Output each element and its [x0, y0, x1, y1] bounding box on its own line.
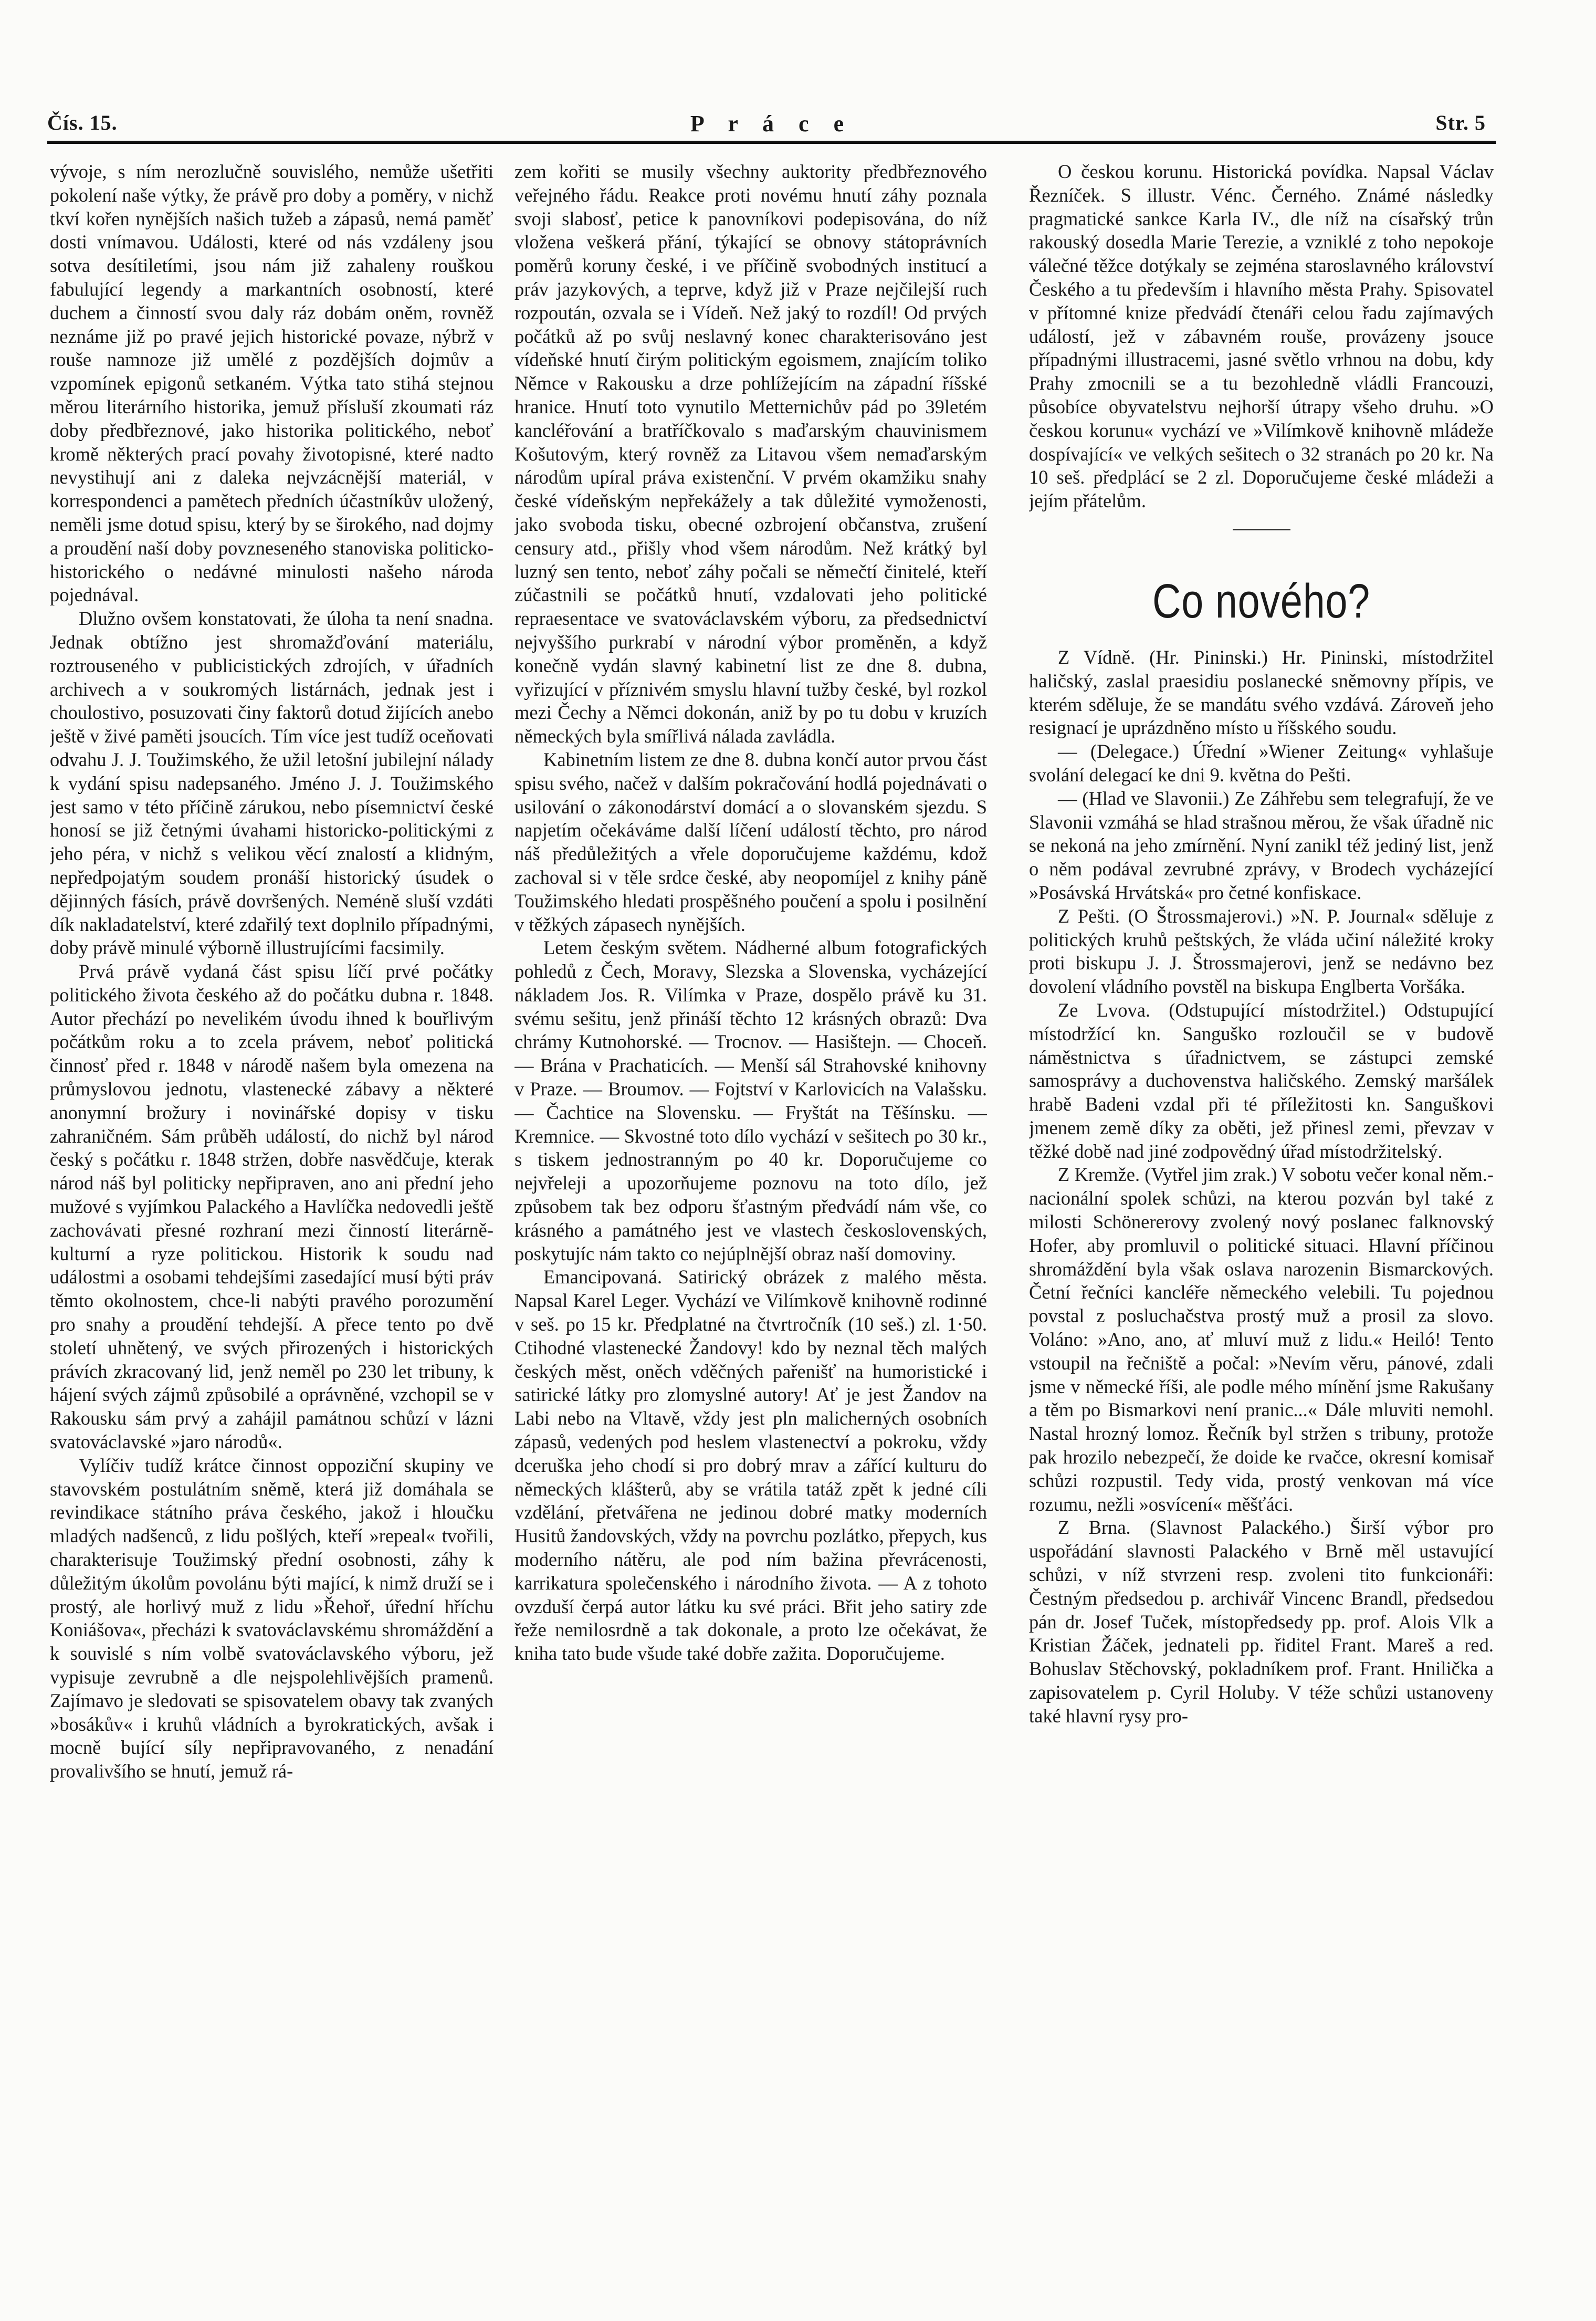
news-item-lvov: Ze Lvova. (Odstupující místodržitel.) Odstupující místodržící kn. Sanguško rozloučil se v budově náměstnictva s úřadnictvem, se zástupci zemské samosprávy a duchovenstva haličského. Zemský maršálek hrabě Badeni vzdal při té příležitosti kn. Sanguškovi jmenem země díky za oběti, jež přinesl zemi, převzav v těžké době nad jiné zodpovědný úřad místodržitelský.: [1029, 999, 1494, 1162]
col1-paragraph: Dlužno ovšem konstatovati, že úloha ta není snadna. Jednak obtížno jest shromažďování materiálu, roztrouseného v publicistických zdrojích, v úřadních archivech a v soukromých listárnách, jednak jest i choulostivo, posuzovati činy faktorů dotud žijících anebo ještě v živé paměti jsoucích. Tím více jest tudíž oceňovati odvahu J. J. Toužimského, že užil letošní jubilejní nálady k vydání spisu nadepsaného. Jméno J. J. Toužimského jest samo v této příčině zárukou, nebo písemnictví české honosí se již četnými úvahami historicko-politickými z jeho péra, v nichž s velikou věcí znalostí a klidným, nepředpojatým soudem pronáší historický úsudek o dějinných fásích, právě dovršených. Neméně sluší vzdáti dík nakladatelství, které zdařilý text doplnilo případnými, doby právě minulé výborně illustrujícími facsimily.: [50, 608, 494, 959]
col1-paragraph: Prvá právě vydaná část spisu líčí prvé počátky politického života českého až do počátku dubna r. 1848. Autor přechází po nevelikém úvodu ihned k bouřlivým počátkům roku a to zcela právem, neboť politická činnosť před r. 1848 v národě našem byla omezena na průmyslovou jednotu, vlastenecké zábavy a některé anonymní brožury i novinářské dopisy v tisku zahraničném. Sám průběh událostí, do nichž byl národ český s počátku r. 1848 stržen, dobře nasvědčuje, kterak národ náš byl politicky nepřipraven, ano ani přední jeho mužové s vyjímkou Palackého a Havlíčka nedovedli ještě zachovávati přesné rozhraní mezi činností literárně-kulturní a ryze politickou. Historik k soudu nad událostmi a osobami tehdejšími zasedající musí býti práv těmto okolnostem, chce-li nabýti pravého porozumění pro snahy a proudění tehdejší. A přece tento po dvě století uhnětený, ve svých přirozených i historických právích zkracovaný lid, jenž neměl po 230 let tribuny, k hájení svých zájmů způsobilé a oprávněné, vzchopil se v Rakousku sám prvý a zahájil památnou schůzí v lázni svatováclavské »jaro národů«.: [50, 960, 494, 1453]
news-item-delegations: — (Delegace.) Úřední »Wiener Zeitung« vyhlašuje svolání delegací ke dni 9. května do Pešti.: [1029, 740, 1494, 786]
section-title: Co nového?: [1152, 574, 1371, 628]
news-item-vienna: Z Vídně. (Hr. Pininski.) Hr. Pininski, místodržitel haličský, zaslal praesidiu poslanecké sněmovny přípis, ve kterém sděluje, že se mandátu svého vzdává. Zároveň jeho resignací je uprázdněno místo u říšského soudu.: [1029, 646, 1494, 739]
news-item-slavonia: — (Hlad ve Slavonii.) Ze Záhřebu sem telegrafují, že ve Slavonii vzmáhá se hlad strašnou měrou, že však úřadně nic se nekoná na jeho zmírnění. Nyní zanikl též jediný list, jenž o něm podával zevrubné zprávy, v Brodech vycházející »Posávská Hrvátská« pro četné konfiskace.: [1029, 787, 1494, 903]
header-rule: [47, 141, 1496, 144]
page-number: Str. 5: [1435, 111, 1486, 134]
section-divider: [1233, 529, 1290, 530]
column-2: [514, 160, 987, 2303]
masthead-title: P r á c e: [690, 111, 854, 137]
review-o-ceskou-korunu: O českou korunu. Historická povídka. Napsal Václav Řezníček. S illustr. Vénc. Černého. Známé následky pragmatické sankce Karla IV., dle níž na císařský trůn rakouský dosedla Marie Terezie, a vzniklé z toho nepokoje válečné těžce dotýkaly se zejména staroslavného království Českého a tu především i hlavního města Prahy. Spisovatel v přítomné knize předvádí čtenáři celou řadu zajímavých událostí, jež v zábavném rouše, provázeny jsouce případnými illustracemi, jasné světlo vrhnou na dobu, kdy Prahy zmocnili se a tu bezohledně vládli Francouzi, působíce obyvatelstvu nejhorší útrapy všeho druhu. »O českou korunu« vychází ve »Vilímkově knihovně mládeže dospívající« ve velkých sešitech o 32 stranách po 20 kr. Na 10 seš. předplácí se 2 zl. Doporučujeme české mládeži a jejím přátelům.: [1029, 161, 1494, 512]
news-item-brno: Z Brna. (Slavnost Palackého.) Širší výbor pro uspořádání slavnosti Palackého v Brně měl ustavující schůzi, v níž stvrzeni resp. zvoleni tito funkcionáři: Čestným předsedou p. archivář Vincenc Brandl, předsedou pán dr. Josef Tuček, místopředsedy pp. prof. Alois Vlk a Kristian Žáček, jednateli pp. řiditel Frant. Mareš a red. Bohuslav Stěchovský, pokladníkem prof. Frant. Hnilička a zapisovatelem p. Cyril Holuby. V téže schůzi ustanoveny také hlavní rysy pro-: [1029, 1517, 1494, 1727]
review-emancipovana: Emancipovaná. Satirický obrázek z malého města. Napsal Karel Leger. Vychází ve Vilímkově knihovně rodinné v seš. po 15 kr. Předplatné na čtvrtročník (10 seš.) zl. 1·50. Ctihodné vlastenecké Žandovy! kdo by neznal těch malých českých měst, oněch vděčných pařenišť na humoristické i satirické látky pro zlomyslné autory! Ať je jest Žandov na Labi nebo na Vltavě, vždy jest pln malicherných osobních zápasů, vedených pod heslem vlastenectví a pokroku, vždy dceruška jeho chodí si pro dobrý mrav a zářící kulturu do německých klášterů, aby se vrátila tatáž zpět k jedné cíli vzdělání, přetvářena ne jedinou dobré matky moderních Husitů žandovských, vždy na povrchu pozlátko, přepych, kus moderního nátěru, ale pod ním bažina převrácenosti, karrikatura společenského i národního života. — A z tohoto ovzduší čerpá autor látku ku své práci. Břit jeho satiry zde řeže nemilosrdně a tak dokonale, a proto lze očekávat, že kniha tato bude všude také dobře zažita. Doporučujeme.: [514, 1266, 987, 1665]
col2-paragraph: zem kořiti se musily všechny auktority předbřeznového veřejného řádu. Reakce proti novému hnutí záhy poznala svoji slabosť, petice k panovníkovi podepisována, do níž vložena veškerá přání, týkající se obnovy státoprávních poměrů koruny české, i ve příčině svobodných institucí a práv jazykových, a teprve, když již v Praze nejčilejší ruch rozpoután, ozvala se i Vídeň. Než jaký to rozdíl! Od prvých počátků až po svůj neslavný konec charakterisováno jest vídeňské hnutí čirým politickým egoismem, znajícím toliko Němce v Rakousku a drze pohlížejícím na západní říšské hranice. Hnutí toto vynutilo Metternichův pád po 39letém kancléřování a bratříčkovalo s maďarským chauvinismem Košutovým, který rovněž za Litavou všem nemaďarským národům upíral práva existenční. V prvém okamžiku snahy české vídeňským nepřekážely a tak důležité vymoženosti, jako svoboda tisku, obecné ozbrojení občanstva, zrušení censury atd., přišly vhod všem národům. Než krátký byl luzný sen tento, neboť záhy počali se němečtí činitelé, kteří zúčastnili se počátků hnutí, vzdalovati jeho politické repraesentace ve svatováclavském výboru, za předsednictví nejvyššího purkrabí v národní výbor proměněn, a když konečně vydán slavný kabinetní list ze dne 8. dubna, vyřizující v příznivém smyslu hlavní tužby české, byl rozkol mezi Čechy a Němci dokonán, aniž by po tu dobu v kruzích německých byla smířlivá nálada zavládla.: [514, 161, 987, 747]
review-letem-ceskym-svetem: Letem českým světem. Nádherné album fotografických pohledů z Čech, Moravy, Slezska a Slovenska, vycházející nákladem Jos. R. Vilímka v Praze, dospělo právě ku 31. svému sešitu, jenž přináší těchto 12 krásných obrazů: Dva chrámy Kutnohorské. — Trocnov. — Hasištejn. — Choceň. — Brána v Prachaticích. — Menší sál Strahovské knihovny v Praze. — Broumov. — Fojtství v Karlovicích na Valašsku. — Čachtice na Slovensku. — Fryštát na Těšínsku. — Kremnice. — Skvostné toto dílo vychází v sešitech po 30 kr., s tiskem jednostranným po 40 kr. Doporučujeme co nejvřeleji a upozorňujeme poznovu na toto dílo, jež způsobem tak bez odporu šťastným předvádí nám vše, co krásného a památného jest ve vlastech československých, poskytujíc nám takto co nejúplnější obraz naší domoviny.: [514, 937, 987, 1264]
col2-paragraph: Kabinetním listem ze dne 8. dubna končí autor prvou část spisu svého, načež v dalším pokračování hodlá pojednávati o usilování o zákonodárství domácí a o slovanském sjezdu. S napjetím očekáváme další líčení událostí těchto, pro národ náš předůležitých a vřele doporučujeme každému, kdož zachoval si v těle srdce české, aby neopomíjel z knihy páně Toužimského hledati prospěšného poučení a spolu i posilnění v těžkých zápasech nynějších.: [514, 748, 987, 935]
column-1: [50, 160, 494, 2303]
column-3: [1029, 160, 1494, 2303]
news-item-krems: Z Kremže. (Vytřel jim zrak.) V sobotu večer konal něm.-nacionální spolek schůzi, na kterou pozván byl také z milosti Schönererovy zvolený nový poslanec falknovský Hofer, aby promluvil o politické situaci. Hlavní příčinou shromáždění byla však oslava narozenin Bismarckových. Četní řečníci kancléře německého velebili. Tu pojednou povstal z posluchačstva prostý muž a prosil za slovo. Voláno: »Ano, ano, ať mluví muž z lidu.« Heiló! Tento vstoupil na řečniště a počal: »Nevím věru, pánové, zdali jsme v německé říši, ale podle mého mínění jsme Rakušany a těm po Bismarkovi není pranic...« Dále mluviti nemohl. Nastal hrozný lomoz. Řečník byl stržen s tribuny, protože pak hrozilo nebezpečí, že doide ke rvačce, okresní komisař schůzi rozpustil. Tedy vida, prostý venkovan má více rozumu, nežli »osvícení« měšťáci.: [1029, 1164, 1494, 1515]
news-item-pest: Z Pešti. (O Štrossmajerovi.) »N. P. Journal« sděluje z politických kruhů peštských, že vláda učiní náležité kroky proti biskupu J. J. Štrossmajerovi, jenž se nedávno bez dovolení vládního povstěl na biskupa Englberta Voršáka.: [1029, 905, 1494, 998]
issue-number: Čís. 15.: [47, 111, 118, 134]
col1-paragraph: vývoje, s ním nerozlučně souvislého, nemůže ušetřiti pokolení naše výtky, že právě pro doby a poměry, v nichž tkví kořen nynějších našich tužeb a zápasů, nemá paměť dosti vnímavou. Události, které od nás vzdáleny jsou sotva desítiletími, jsou nám již zahaleny rouškou fabulující legendy a markantních osobností, které duchem a činností svou daly ráz dobám oněm, rovněž neznáme již po pravé jejich historické povaze, nýbrž v rouše namnoze již umělé z pozdějších dojmův a vzpomínek epigonů setkaném. Výtka tato stihá stejnou měrou literárního historika, jemuž přísluší zkoumati ráz doby předbřeznové, jako historika politického, neboť kromě některých prací povahy životopisné, které nadto nevystihují ani z daleka nejvzácnější materiál, v korrespondenci a pamětech předních účastníkův uložený, neměli jsme dotud spisu, který by se širokého, nad dojmy a proudění naší doby povzneseného stanoviska politicko-historického o nedávné minulosti našeho národa pojednával.: [50, 161, 494, 606]
col1-paragraph: Vylíčiv tudíž krátce činnost oppoziční skupiny ve stavovském postulátním sněmě, která již domáhala se revindikace státního práva českého, jakož i hloučku mladých nadšenců, z lidu pošlých, kteří »repeal« tvořili, charakterisuje Toužimský přední osobnosti, záhy k důležitým úkolům povolánu býti mající, k nimž druží se i prostý, ale horlivý muž z lidu »Řehoř, úřední hříchu Koniášova«, přecházi k svatováclavskému shromáždění a k souvislé s ním volbě svatováclavského výboru, jež vypisuje zevrubně a dle nejspolehlivějších pramenů. Zajímavo je sledovati se spisovatelem obavy tak zvaných »bosákův« i kruhů vládních a byrokratických, avšak i mocně bující síly nepřipravovaného, z nenadání provalivšího se hnutí, jemuž rá-: [50, 1454, 494, 1782]
